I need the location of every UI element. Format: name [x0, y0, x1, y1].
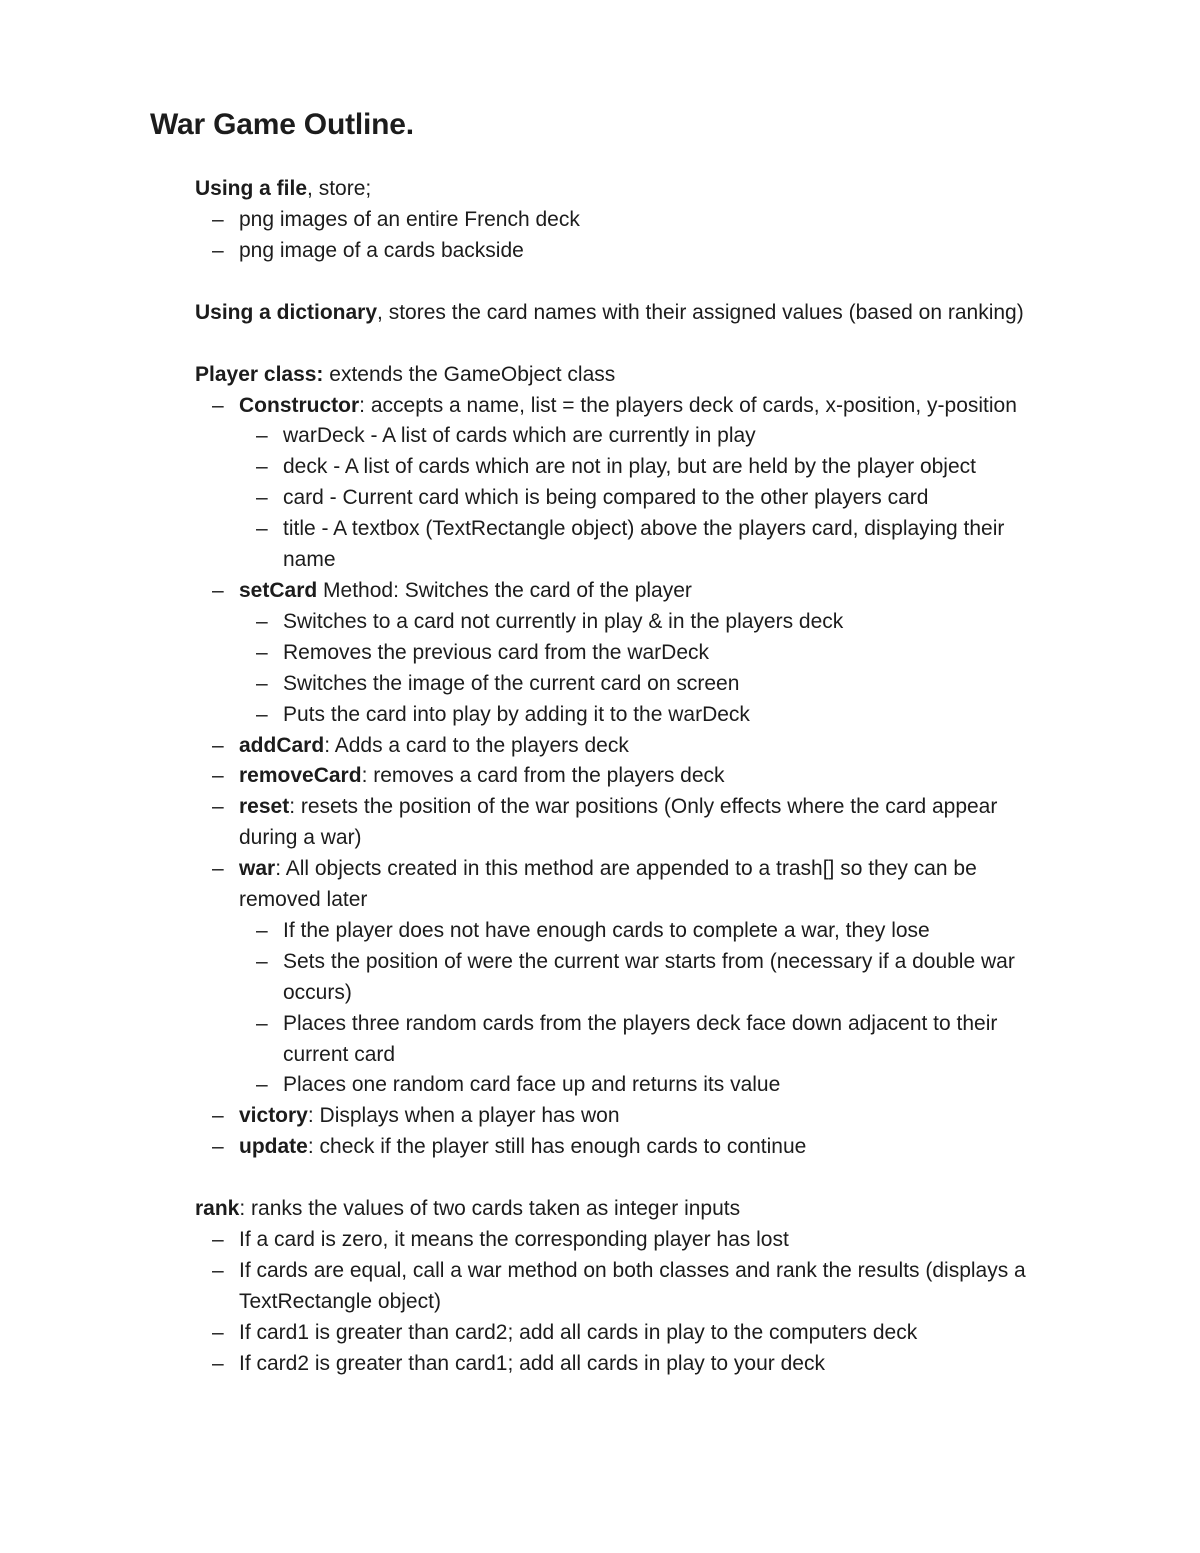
item-text: : removes a card from the players deck	[361, 764, 725, 788]
outline-item-dictionary	[0, 298, 1200, 329]
item-keyword: setCard	[239, 578, 318, 602]
constructor-item	[239, 391, 1050, 576]
list-item: – Puts the card into play by adding it to the warDeck	[283, 700, 1050, 731]
outline-item-player-class	[0, 360, 1200, 1164]
document-title: War Game Outline.	[150, 108, 414, 141]
victory-item	[239, 1101, 1050, 1132]
item-text: : resets the position of the war positions (Only effects where the card appear during a war)	[239, 795, 998, 850]
item-text: extends the GameObject class	[323, 362, 616, 386]
list-item: – title - A textbox (TextRectangle object) above the players card, displaying their name	[283, 514, 1050, 576]
list-item: – Sets the position of were the current war starts from (necessary if a double war occurs)	[283, 947, 1050, 1009]
list-item: – If the player does not have enough cards to complete a war, they lose	[283, 916, 1050, 947]
list-item: – If a card is zero, it means the corresponding player has lost	[239, 1225, 1050, 1256]
list-item: – deck - A list of cards which are not in play, but are held by the player object	[283, 452, 1050, 483]
list-item: – warDeck - A list of cards which are currently in play	[283, 421, 1050, 452]
item-text: : Displays when a player has won	[307, 1104, 620, 1128]
setcard-item	[239, 576, 1050, 731]
item-text: : accepts a name, list = the players deck of cards, x-position, y-position	[359, 393, 1017, 417]
outline-list	[0, 174, 1200, 1380]
item-keyword: removeCard	[239, 764, 362, 788]
sub-list	[239, 391, 1050, 1164]
list-item: – If cards are equal, call a war method on both classes and rank the results (displays a TextRectangle object)	[239, 1256, 1050, 1318]
item-text: Method: Switches the card of the player	[317, 578, 692, 602]
item-keyword: Using a dictionary	[195, 300, 378, 324]
list-item: – Removes the previous card from the warDeck	[283, 638, 1050, 669]
item-keyword: Using a file	[195, 177, 308, 200]
item-text: : check if the player still has enough cards to continue	[307, 1135, 807, 1159]
sub-list	[283, 421, 1050, 576]
item-keyword: war	[239, 857, 276, 881]
list-item: – Switches to a card not currently in play & in the players deck	[283, 607, 1050, 638]
item-keyword: Constructor	[239, 393, 360, 417]
item-keyword: victory	[239, 1104, 308, 1128]
list-item: – If card1 is greater than card2; add all cards in play to the computers deck	[239, 1318, 1050, 1349]
item-text: , store;	[307, 177, 372, 200]
outline-item-rank	[0, 1194, 1200, 1379]
item-text: : ranks the values of two cards taken as integer inputs	[239, 1197, 741, 1221]
item-text: : All objects created in this method are appended to a trash[] so they can be removed later	[239, 857, 977, 912]
list-item: – Places one random card face up and returns its value	[283, 1070, 1050, 1101]
war-item	[239, 854, 1050, 1101]
item-keyword: Player class:	[195, 362, 324, 386]
item-keyword: update	[239, 1135, 308, 1159]
item-text: : Adds a card to the players deck	[324, 733, 629, 757]
outline-item-file	[0, 174, 1200, 267]
list-item: – If card2 is greater than card1; add all cards in play to your deck	[239, 1349, 1050, 1380]
item-keyword: addCard	[239, 733, 325, 757]
list-item: – card - Current card which is being compared to the other players card	[283, 483, 1050, 514]
sub-list	[283, 607, 1050, 731]
update-item	[239, 1132, 1050, 1163]
sub-list	[239, 205, 1050, 267]
list-item: – png image of a cards backside	[239, 236, 1050, 267]
sub-list	[283, 916, 1050, 1101]
addcard-item	[239, 731, 1050, 762]
list-item: – Switches the image of the current card on screen	[283, 669, 1050, 700]
removecard-item	[239, 761, 1050, 792]
item-keyword: rank	[195, 1197, 240, 1221]
list-item: – Places three random cards from the players deck face down adjacent to their current card	[283, 1009, 1050, 1071]
reset-item	[239, 792, 1050, 854]
sub-list	[239, 1225, 1050, 1380]
list-item: – png images of an entire French deck	[239, 205, 1050, 236]
item-text: , stores the card names with their assigned values (based on ranking)	[377, 300, 1024, 324]
item-keyword: reset	[239, 795, 290, 819]
